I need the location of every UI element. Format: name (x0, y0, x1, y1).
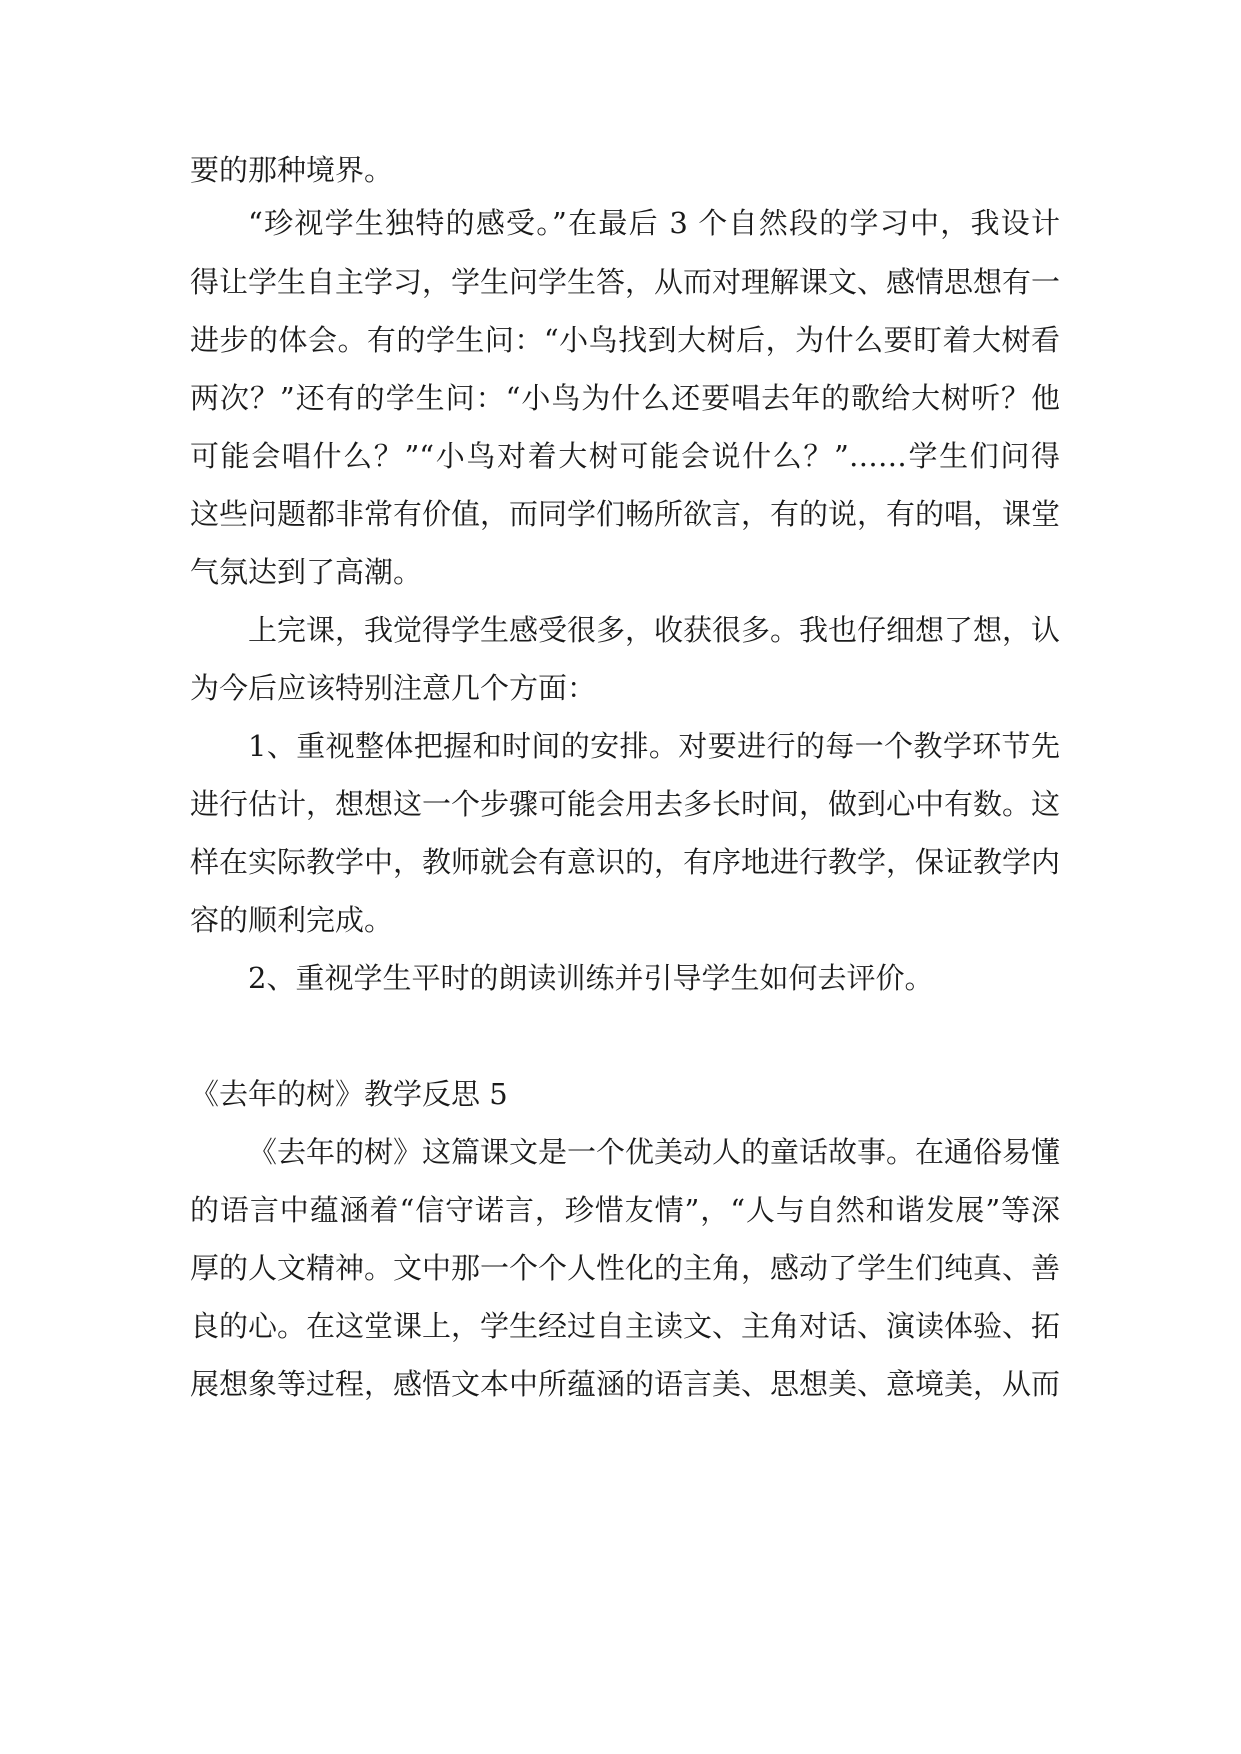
text-line: 样在实际教学中，教师就会有意识的，有序地进行教学，保证教学内 (190, 845, 1060, 879)
text-line: 要的那种境界。 (190, 153, 394, 187)
text-line: 气氛达到了高潮。 (190, 555, 423, 589)
paragraph-first-line: 《去年的树》这篇课文是一个优美动人的童话故事。在通俗易懂 (248, 1135, 1060, 1169)
text-line: 的语言中蕴涵着“信守诺言，珍惜友情”，“人与自然和谐发展”等深 (190, 1193, 1060, 1227)
text-line: 两次？”还有的学生问：“小鸟为什么还要唱去年的歌给大树听？他 (190, 381, 1060, 415)
text-line: 可能会唱什么？”“小鸟对着大树可能会说什么？”……学生们问得 (190, 439, 1060, 473)
list-item-1-first-line: 1、重视整体把握和时间的安排。对要进行的每一个教学环节先 (248, 729, 1060, 763)
paragraph-first-line: “珍视学生独特的感受。”在最后 3 个自然段的学习中，我设计 (248, 206, 1060, 240)
text-line: 得让学生自主学习，学生问学生答，从而对理解课文、感情思想有一 (190, 265, 1060, 299)
section-heading: 《去年的树》教学反思 5 (190, 1077, 508, 1111)
text-line: 进行估计，想想这一个步骤可能会用去多长时间，做到心中有数。这 (190, 787, 1060, 821)
text-line: 进步的体会。有的学生问：“小鸟找到大树后，为什么要盯着大树看 (190, 323, 1060, 357)
text-line: 为今后应该特别注意几个方面： (190, 671, 597, 705)
list-item-2: 2、重视学生平时的朗读训练并引导学生如何去评价。 (248, 961, 934, 995)
paragraph-first-line: 上完课，我觉得学生感受很多，收获很多。我也仔细想了想，认 (248, 613, 1060, 647)
text-line: 良的心。在这堂课上，学生经过自主读文、主角对话、演读体验、拓 (190, 1309, 1060, 1343)
text-line: 这些问题都非常有价值，而同学们畅所欲言，有的说，有的唱，课堂 (190, 497, 1060, 531)
text-line: 展想象等过程，感悟文本中所蕴涵的语言美、思想美、意境美，从而 (190, 1367, 1060, 1401)
text-line: 容的顺利完成。 (190, 903, 394, 937)
text-line: 厚的人文精神。文中那一个个人性化的主角，感动了学生们纯真、善 (190, 1251, 1060, 1285)
